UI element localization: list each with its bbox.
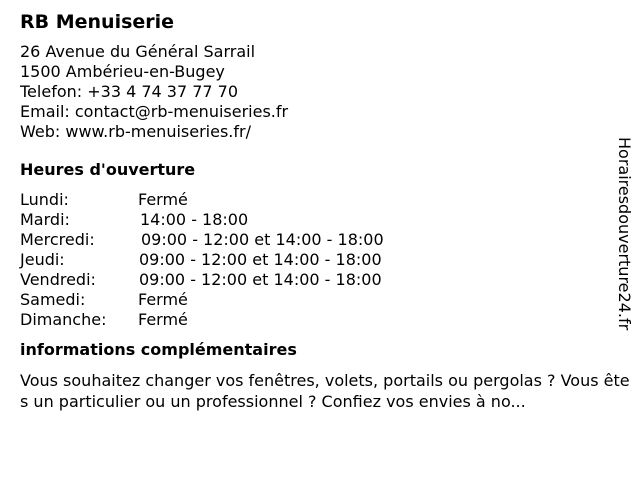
business-name: RB Menuiserie — [20, 11, 175, 33]
phone-line: Telefon: +33 4 74 37 77 70 — [20, 82, 239, 101]
hours-row-jeudi — [20, 250, 610, 270]
email-line: Email: contact@rb-menuiseries.fr — [20, 102, 289, 121]
day-hours: 09:00 - 12:00 et 14:00 - 18:00 — [139, 250, 382, 269]
hours-table — [20, 190, 610, 330]
address-street: 26 Avenue du Général Sarrail — [20, 42, 256, 61]
day-hours: Fermé — [138, 310, 188, 329]
day-hours: 09:00 - 12:00 et 14:00 - 18:00 — [141, 230, 384, 249]
day-hours: 09:00 - 12:00 et 14:00 - 18:00 — [139, 270, 382, 289]
web-line: Web: www.rb-menuiseries.fr/ — [20, 122, 251, 141]
day-label: Lundi: — [20, 190, 69, 209]
info-description: Vous souhaitez changer vos fenêtres, volets, portails ou pergolas ? Vous êtes un particulier ou un professionnel ? Confiez vos envies à no... — [20, 371, 630, 411]
day-label: Samedi: — [20, 290, 86, 309]
address-city: 1500 Ambérieu-en-Bugey — [20, 62, 225, 81]
hours-row-vendredi — [20, 270, 610, 290]
info-heading: informations complémentaires — [20, 340, 297, 359]
hours-heading: Heures d'ouverture — [20, 160, 196, 179]
watermark-text: Horairesdouverture24.fr — [615, 137, 634, 331]
hours-row-lundi — [20, 190, 610, 210]
day-hours: 14:00 - 18:00 — [140, 210, 249, 229]
day-label: Mardi: — [20, 210, 70, 229]
hours-row-mardi — [20, 210, 610, 230]
hours-row-samedi — [20, 290, 610, 310]
day-hours: Fermé — [138, 290, 188, 309]
day-label: Dimanche: — [20, 310, 107, 329]
day-label: Mercredi: — [20, 230, 95, 249]
hours-row-dimanche — [20, 310, 610, 330]
day-hours: Fermé — [138, 190, 188, 209]
hours-row-mercredi — [20, 230, 610, 250]
day-label: Vendredi: — [20, 270, 96, 289]
day-label: Jeudi: — [20, 250, 65, 269]
